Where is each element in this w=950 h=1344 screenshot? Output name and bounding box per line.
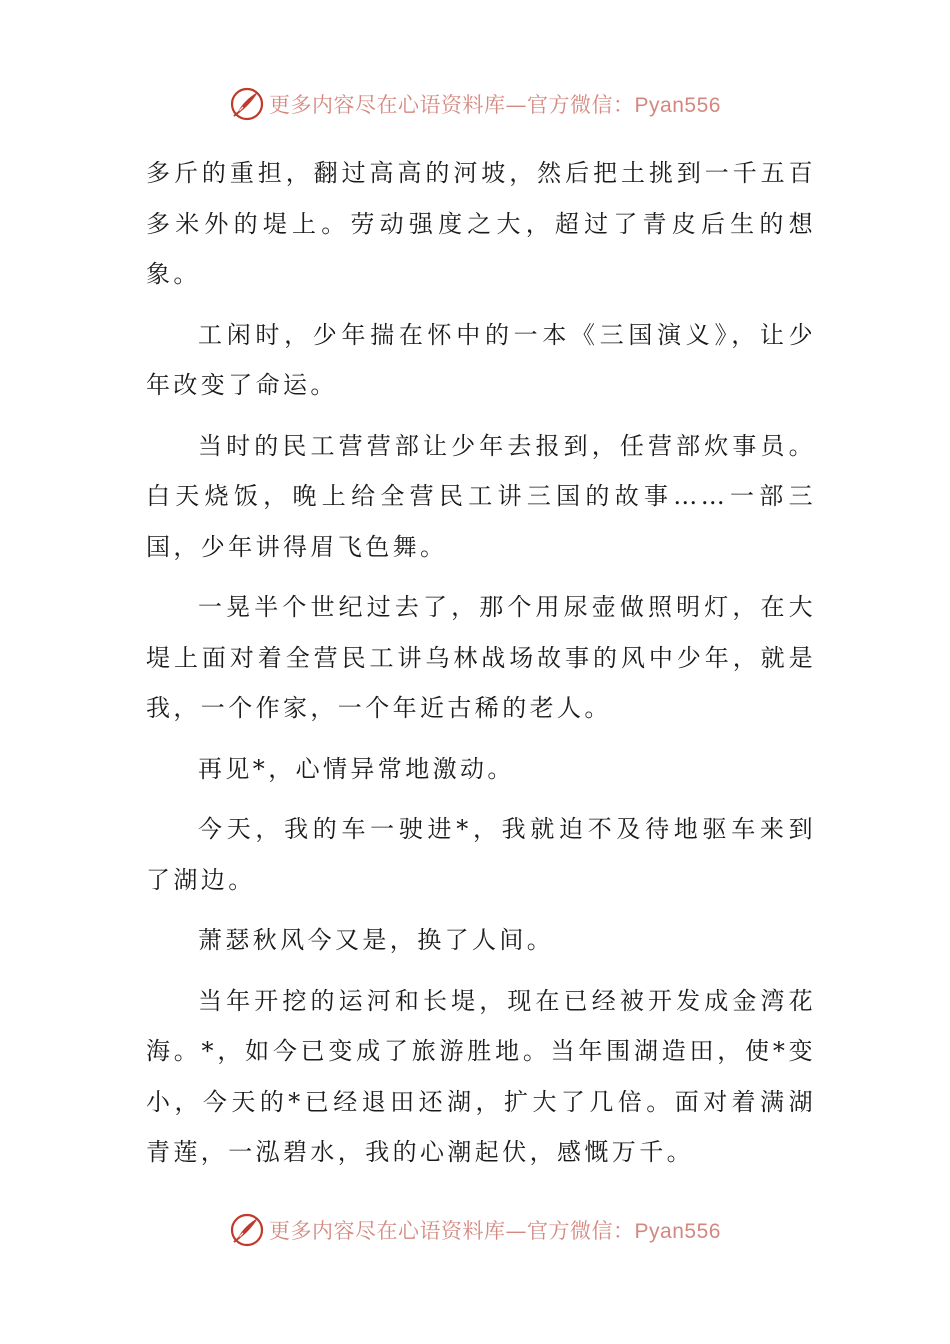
wechat-id: Pyan556 <box>634 1220 721 1243</box>
paragraph: 当年开挖的运河和长堤，现在已经被开发成金湾花海。*，如今已变成了旅游胜地。当年围湖造田，使*变小，今天的*已经退田还湖，扩大了几倍。面对着满湖青莲，一泓碧水，我的心潮起伏，感慨万千。 <box>146 986 816 1166</box>
quill-pen-circle-icon <box>229 1212 265 1248</box>
article-body <box>146 148 816 1188</box>
banner-text: 更多内容尽在心语资料库—官方微信：Pyan556 <box>269 93 721 117</box>
paragraph: 一晃半个世纪过去了，那个用尿壶做照明灯，在大堤上面对着全营民工讲乌林战场故事的风中少年，就是我，一个作家，一个年近古稀的老人。 <box>146 593 816 722</box>
paragraph: 今天，我的车一驶进*，我就迫不及待地驱车来到了湖边。 <box>146 815 816 894</box>
paragraph: 再见*，心情异常地激动。 <box>198 754 515 783</box>
header-banner <box>0 82 950 126</box>
footer-banner <box>0 1208 950 1252</box>
paragraph: 萧瑟秋风今又是，换了人间。 <box>198 926 555 954</box>
wechat-id: Pyan556 <box>634 94 721 117</box>
paragraph: 多斤的重担，翻过高高的河坡，然后把土挑到一千五百多米外的堤上。劳动强度之大，超过了青皮后生的想象。 <box>146 159 816 288</box>
banner-text: 更多内容尽在心语资料库—官方微信：Pyan556 <box>269 1219 721 1243</box>
quill-pen-circle-icon <box>229 86 265 122</box>
paragraph: 当时的民工营营部让少年去报到，任营部炊事员。白天烧饭，晚上给全营民工讲三国的故事……一部三国，少年讲得眉飞色舞。 <box>146 431 816 561</box>
paragraph: 工闲时，少年揣在怀中的一本《三国演义》，让少年改变了命运。 <box>146 320 816 399</box>
